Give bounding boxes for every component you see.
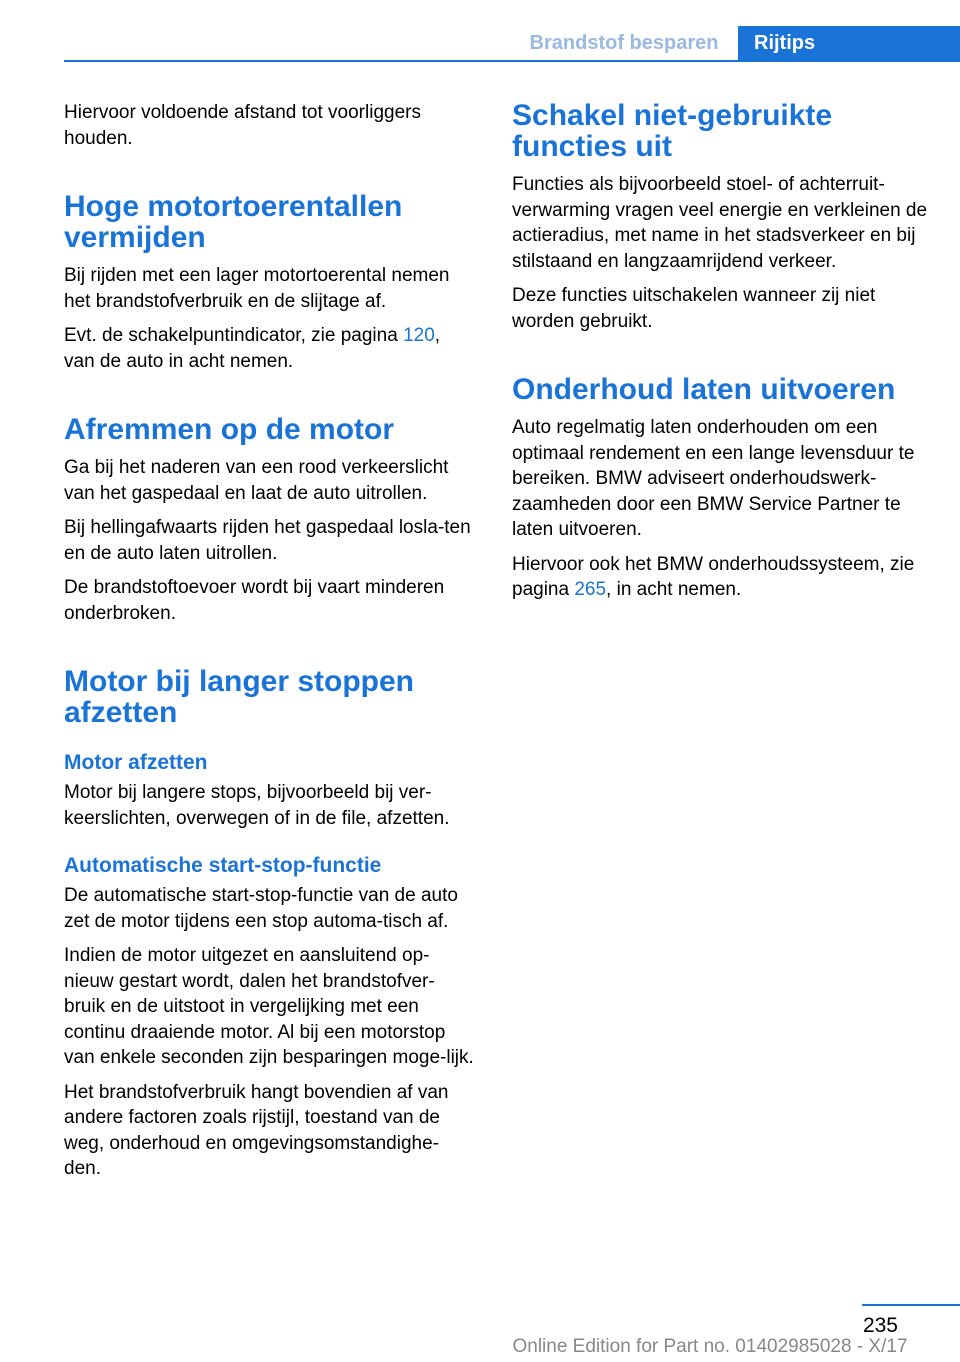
page-link-120[interactable]: 120 <box>403 325 435 346</box>
paragraph-onderhoud-2 <box>512 552 932 603</box>
text-segment: Evt. de schakelpuntindicator, zie pagina <box>64 325 404 346</box>
header-divider <box>64 60 960 62</box>
edition-footer: Online Edition for Part no. 01402985028 - X/17 <box>512 1336 908 1357</box>
heading-toerental: Hoge motortoerentallen vermijden <box>64 190 403 254</box>
text-segment: Hiervoor ook het BMW onderhoudssysteem, zie pagina <box>512 553 915 600</box>
subheading-afzetten: Motor afzetten <box>64 751 208 774</box>
text-segment: , van de auto in acht nemen. <box>64 325 441 372</box>
page-link-265[interactable]: 265 <box>574 579 607 600</box>
paragraph-afremmen-3: De brandstoftoevoer wordt bij vaart minderen onderbroken. <box>64 577 445 624</box>
heading-schakel: Schakel niet-gebruikte functies uit <box>512 99 833 163</box>
footer-divider <box>862 1304 960 1306</box>
intro-paragraph: Hiervoor voldoende afstand tot voorliggers houden. <box>64 102 421 149</box>
header-chapter-tab[interactable]: Rijtips <box>738 26 960 60</box>
paragraph-afremmen-1: Ga bij het naderen van een rood verkeerslicht van het gaspedaal en laat de auto uitrollen. <box>64 457 449 504</box>
page-number: 235 <box>862 1314 898 1337</box>
text-segment: , in acht nemen. <box>606 579 742 600</box>
paragraph-onderhoud-1: Auto regelmatig laten onderhouden om een optimaal rendement en een lange levensduur te bereiken. BMW adviseert onderhoudswerk-zaamheden door een BMW Service Partner te laten uitvoeren. <box>512 417 915 540</box>
paragraph-startstop-2: Indien de motor uitgezet en aansluitend op-nieuw gestart wordt, dalen het brandstofver-bruik en de uitstoot in vergelijking met een continu draaiende motor. Al bij een motorstop van enkele seconden zijn besparingen moge-lijk. <box>64 945 474 1068</box>
paragraph-afzetten: Motor bij langere stops, bijvoorbeeld bij ver-keerslichten, overwegen of in de file, afzetten. <box>64 782 450 829</box>
subheading-startstop: Automatische start-stop-functie <box>64 854 382 877</box>
paragraph-startstop-1: De automatische start-stop-functie van de auto zet de motor tijdens een stop automa-tisch af. <box>64 885 458 932</box>
paragraph-afremmen-2: Bij hellingafwaarts rijden het gaspedaal losla-ten en de auto laten uitrollen. <box>64 517 471 564</box>
paragraph-toerental-2 <box>64 323 474 374</box>
header-section-title: Brandstof besparen <box>529 32 719 54</box>
paragraph-schakel-2: Deze functies uitschakelen wanneer zij niet worden gebruikt. <box>512 285 876 332</box>
heading-onderhoud: Onderhoud laten uitvoeren <box>512 373 896 406</box>
heading-afremmen: Afremmen op de motor <box>64 413 395 446</box>
paragraph-schakel-1: Functies als bijvoorbeeld stoel- of achterruit-verwarming vragen veel energie en verkleinen de actieradius, met name in het stadsverkeer en bij stilstaand en langzaamrijdend verkeer. <box>512 174 928 272</box>
heading-stoppen: Motor bij langer stoppen afzetten <box>64 665 414 729</box>
left-column <box>64 100 474 1191</box>
right-column <box>512 100 932 612</box>
paragraph-toerental-1: Bij rijden met een lager motortoerental nemen het brandstofverbruik en de slijtage af. <box>64 265 450 312</box>
paragraph-startstop-3: Het brandstofverbruik hangt bovendien af van andere factoren zoals rijstijl, toestand van de weg, onderhoud en omgevingsomstandighe-den. <box>64 1081 449 1179</box>
